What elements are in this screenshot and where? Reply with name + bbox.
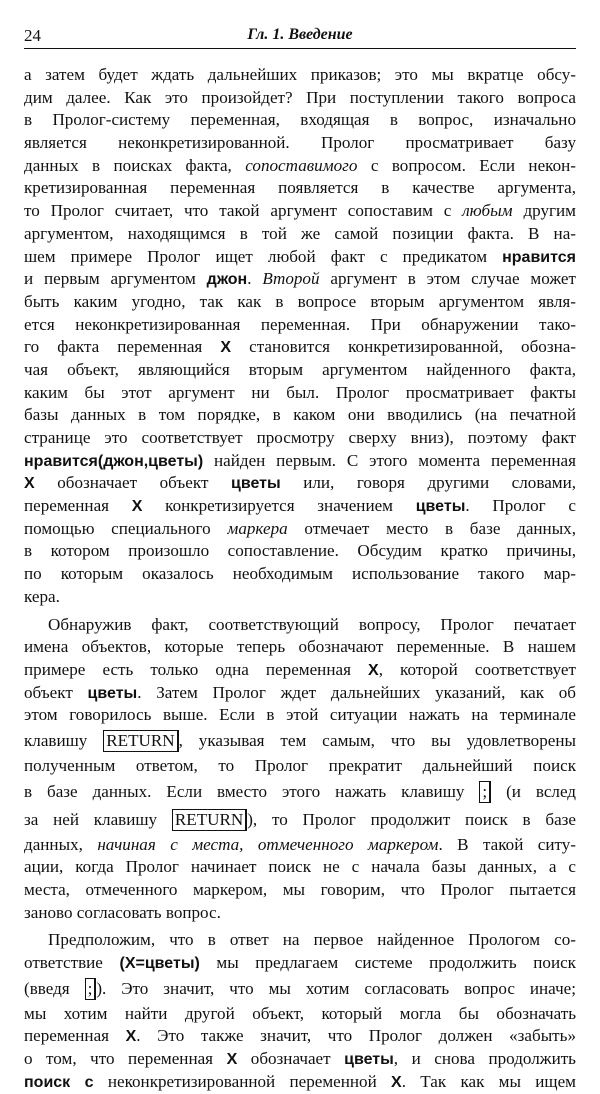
bold-term: X [368,661,379,679]
text-line: кретизированная переменная появляется в качестве аргумента, [24,178,576,198]
text-line: клавишу RETURN , указывая тем самым, что вы удовлетворены [24,730,576,750]
bold-term: нравится [502,248,576,266]
italic-term: начиная с места, отмеченного маркером [97,834,439,854]
text-line: полученным ответом, то Пролог прекратит дальнейший поиск [24,755,576,775]
text-line: в Пролог-систему переменная, входящая в вопрос, изначально [24,110,576,130]
italic-term: сопоставимого [245,155,358,175]
semicolon-key: ; [479,781,491,803]
text-line: каким бы этот аргумент ни был. Пролог просматривает факты [24,382,576,402]
bold-term: X [391,1073,402,1091]
text-line: переменная X. Это также значит, что Пролог должен «забыть» [24,1026,576,1046]
bold-term: X [131,498,143,516]
italic-term: Второй [262,269,320,289]
bold-term: поиск с [24,1073,94,1091]
text-line: чая объект, являющийся вторым аргументом найденного факта, [24,359,576,379]
text-line: этом говорилось выше. Если в этой ситуации нажать на терминале [24,705,576,725]
bold-term: нравится(джон,цветы) [24,452,204,470]
text-line: X обозначает объект цветы или, говоря другими словами, [24,473,576,493]
text-line: данных в поисках факта, сопоставимого с вопросом. Если некон- [24,155,576,175]
text-line: за ней клавишу RETURN ), то Пролог продолжит поиск в базе [24,809,576,829]
text-line: заново согласовать вопрос. [24,902,221,922]
text-line: ответствие (X=цветы) мы предлагаем системе продолжить поиск [24,953,576,973]
bold-term: цветы [230,475,281,493]
text-line: Предположим, что в ответ на первое найденное Прологом со- [48,930,576,950]
return-key: RETURN [172,809,247,831]
text-line: ации, когда Пролог начинает поиск не с начала базы данных, а с [24,857,576,877]
bold-term: цветы [344,1051,394,1069]
text-line: объект цветы. Затем Пролог ждет дальнейших указаний, как об [24,682,576,702]
running-header [24,26,576,49]
semicolon-key: ; [85,978,97,1000]
text-line: (введя ; ). Это значит, что мы хотим согласовать вопрос иначе; [24,978,576,998]
bold-term: X [24,475,35,493]
text-line: дим далее. Как это произойдет? При поступлении такого вопроса [24,87,576,107]
bold-term: (X=цветы) [119,955,200,973]
text-line: то Пролог считает, что такой аргумент сопоставим с любым другим [24,201,576,221]
bold-term: джон [206,271,248,289]
text-line: го факта переменная X становится конкретизированной, обозна- [24,337,576,357]
text-line: быть каким угодно, так как в вопросе вторым аргументом явля- [24,291,576,311]
italic-term: маркера [227,518,288,538]
italic-term: любым [462,201,513,221]
bold-term: X [125,1028,137,1046]
text-line: о том, что переменная X обозначает цветы, и снова продолжить [24,1049,576,1069]
text-line: шем примере Пролог ищет любой факт с предикатом нравится [24,246,576,266]
text-line: в котором произошло сопоставление. Обсудим кратко причины, [24,541,576,561]
page-number: 24 [24,26,41,45]
running-title: Гл. 1. Введение [247,26,353,43]
text-line: и первым аргументом джон. Второй аргумент в этом случае может [24,269,576,289]
text-line: имена объектов, которые теперь обозначают переменные. В нашем [24,637,576,657]
text-line: кера. [24,586,60,606]
text-line: места, отмеченного маркером, мы говорим, что Пролог пытается [24,880,576,899]
bold-term: X [226,1051,238,1069]
text-line: ется неконкретизированная переменная. При обнаружении тако- [24,314,576,334]
text-line: аргументом, находящимся в той же самой позиции факта. В на- [24,223,576,243]
return-key: RETURN [103,730,178,752]
text-line: мы хотим найти другой объект, который могла бы обозначать [24,1003,576,1023]
text-line: Обнаружив факт, соответствующий вопросу, Пролог печатает [48,614,576,634]
text-line: в базе данных. Если вместо этого нажать клавишу ; (и вслед [24,781,576,801]
text-line: странице это соответствует просмотру сверху вниз), поэтому факт [24,428,576,447]
bold-term: цветы [87,684,138,702]
main-text [24,64,576,1094]
text-line: помощью специального маркера отмечает место в базе данных, [24,518,576,538]
text-line: переменная X конкретизируется значением цветы. Пролог с [24,496,576,516]
text-line: примере есть только одна переменная X, которой соответствует [24,659,576,679]
bold-term: цветы [415,498,466,516]
text-line: по которым оказалось необходимым использование такого мар- [24,564,576,584]
text-line: данных, начиная с места, отмеченного маркером. В такой ситу- [24,834,576,854]
bold-term: X [220,339,232,357]
text-line: базы данных в том порядке, в каком они вводились (на печатной [24,405,576,425]
text-line: нравится(джон,цветы) найден первым. С этого момента переменная [24,450,576,470]
text-line: поиск с неконкретизированной переменной X. Так как мы ищем [24,1071,576,1091]
text-line: является неконкретизированной. Пролог просматривает базу [24,133,576,153]
text-line: а затем будет ждать дальнейших приказов; это мы вкратце обсу- [24,65,576,84]
